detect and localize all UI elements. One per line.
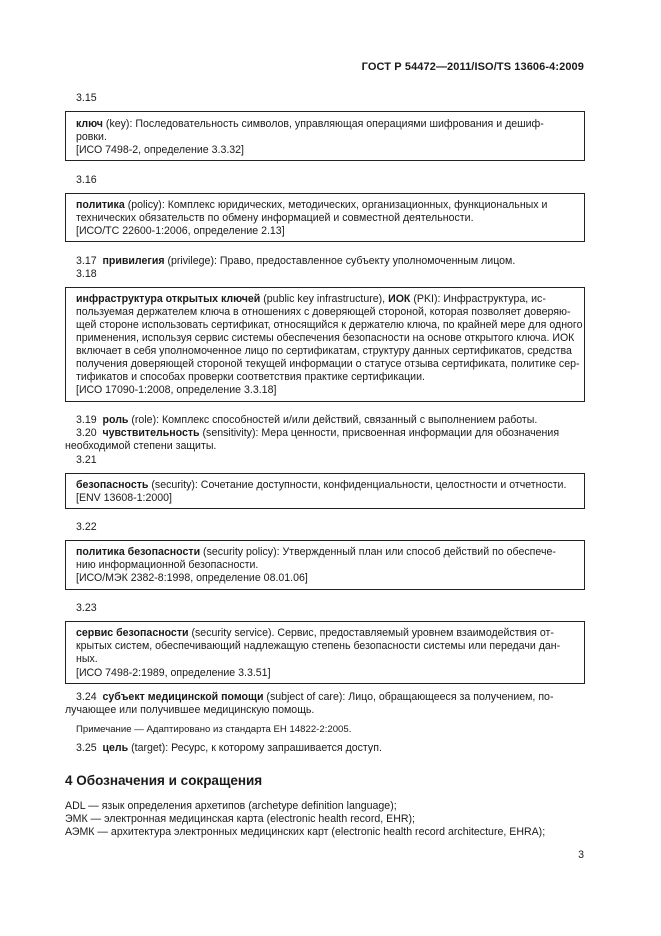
definition-3-25: 3.25 цель (target): Ресурс, к которому запрашивается доступ.: [76, 742, 382, 754]
def-number-3-21: 3.21: [76, 454, 97, 466]
definition-line: включает в себя уполномоченное лицо по сертификатам, структуру данных сертификатов, средства: [76, 345, 572, 357]
definition-line: применения, используя сервис системы обеспечения безопасности на основе открытого ключа. ИОК: [76, 332, 575, 344]
list-item: ADL — язык определения архетипов (archetype definition language);: [65, 800, 397, 812]
definition-reference: [ИСО 17090-1:2008, определение 3.3.18]: [76, 384, 277, 396]
def-number-3-16: 3.16: [76, 174, 97, 186]
definition-line: получения доверяющей стороной текущей информации о статусе отзыва сертификата, политике сер-: [76, 358, 580, 370]
definition-line: ключ (key): Последовательность символов, управляющая операциями шифрования и дешиф-: [76, 118, 544, 130]
definition-line: ровки.: [76, 131, 107, 143]
def-number-3-22: 3.22: [76, 521, 97, 533]
document-header: ГОСТ Р 54472—2011/ISO/TS 13606-4:2009: [361, 61, 584, 73]
definition-line: тификатов и способах проверки соответствия практике сертификации.: [76, 371, 425, 383]
definition-line: технических обязательств по обмену информацией и совместной деятельности.: [76, 212, 474, 224]
definition-reference: [ИСО/ТС 22600-1:2006, определение 2.13]: [76, 225, 285, 237]
definition-line: политика (policy): Комплекс юридических, методических, организационных, функциональных и: [76, 199, 548, 211]
section-heading: 4 Обозначения и сокращения: [65, 773, 263, 788]
definition-line: ных.: [76, 653, 98, 665]
definition-3-20: 3.20 чувствительность (sensitivity): Мера ценности, присвоенная информации для обозначения: [76, 427, 560, 439]
definition-line: инфраструктура открытых ключей (public key infrastructure), ИОК (PKI): Инфраструктура, ис-: [76, 293, 546, 305]
definition-reference: [ИСО 7498-2, определение 3.3.32]: [76, 144, 245, 156]
note: Примечание — Адаптировано из стандарта ЕН 14822-2:2005.: [76, 724, 352, 735]
definition-line: безопасность (security): Сочетание доступности, конфиденциальности, целостности и отчетности.: [76, 479, 567, 491]
definition-3-20-continuation: необходимой степени защиты.: [65, 440, 217, 452]
definition-line: сервис безопасности (security service). Сервис, предоставляемый уровнем взаимодействия от-: [76, 627, 554, 639]
definition-line: крытых систем, обеспечивающий надлежащую степень безопасности системы или передачи дан-: [76, 640, 561, 652]
definition-line: щей стороне использовать сертификат, относящийся к держателю ключа, по крайней мере для одного: [76, 319, 583, 331]
definition-3-24-continuation: лучающее или получившее медицинскую помощь.: [65, 704, 315, 716]
def-number-3-23: 3.23: [76, 602, 97, 614]
definition-3-24: 3.24 субъект медицинской помощи (subject of care): Лицо, обращающееся за получением, по-: [76, 691, 554, 703]
definition-reference: [ИСО 7498-2:1989, определение 3.3.51]: [76, 667, 271, 679]
definition-reference: [ИСО/МЭК 2382-8:1998, определение 08.01.06]: [76, 572, 308, 584]
definition-line: пользуемая держателем ключа в отношениях с доверяющей стороной, которая позволяет доверяю-: [76, 306, 571, 318]
def-number-3-18: 3.18: [76, 268, 97, 280]
page-number: 3: [578, 849, 584, 861]
list-item: АЭМК — архитектура электронных медицинских карт (electronic health record architecture, EHRA);: [65, 826, 546, 838]
list-item: ЭМК — электронная медицинская карта (electronic health record, EHR);: [65, 813, 415, 825]
def-number-3-15: 3.15: [76, 92, 97, 104]
definition-3-19: 3.19 роль (role): Комплекс способностей и/или действий, связанный с выполнением работы.: [76, 414, 538, 426]
definition-line: политика безопасности (security policy): Утвержденный план или способ действий по обеспече-: [76, 546, 556, 558]
definition-3-17: 3.17 привилегия (privilege): Право, предоставленное субъекту уполномоченным лицом.: [76, 255, 516, 267]
definition-reference: [ENV 13608-1:2000]: [76, 492, 173, 504]
definition-line: нию информационной безопасности.: [76, 559, 259, 571]
